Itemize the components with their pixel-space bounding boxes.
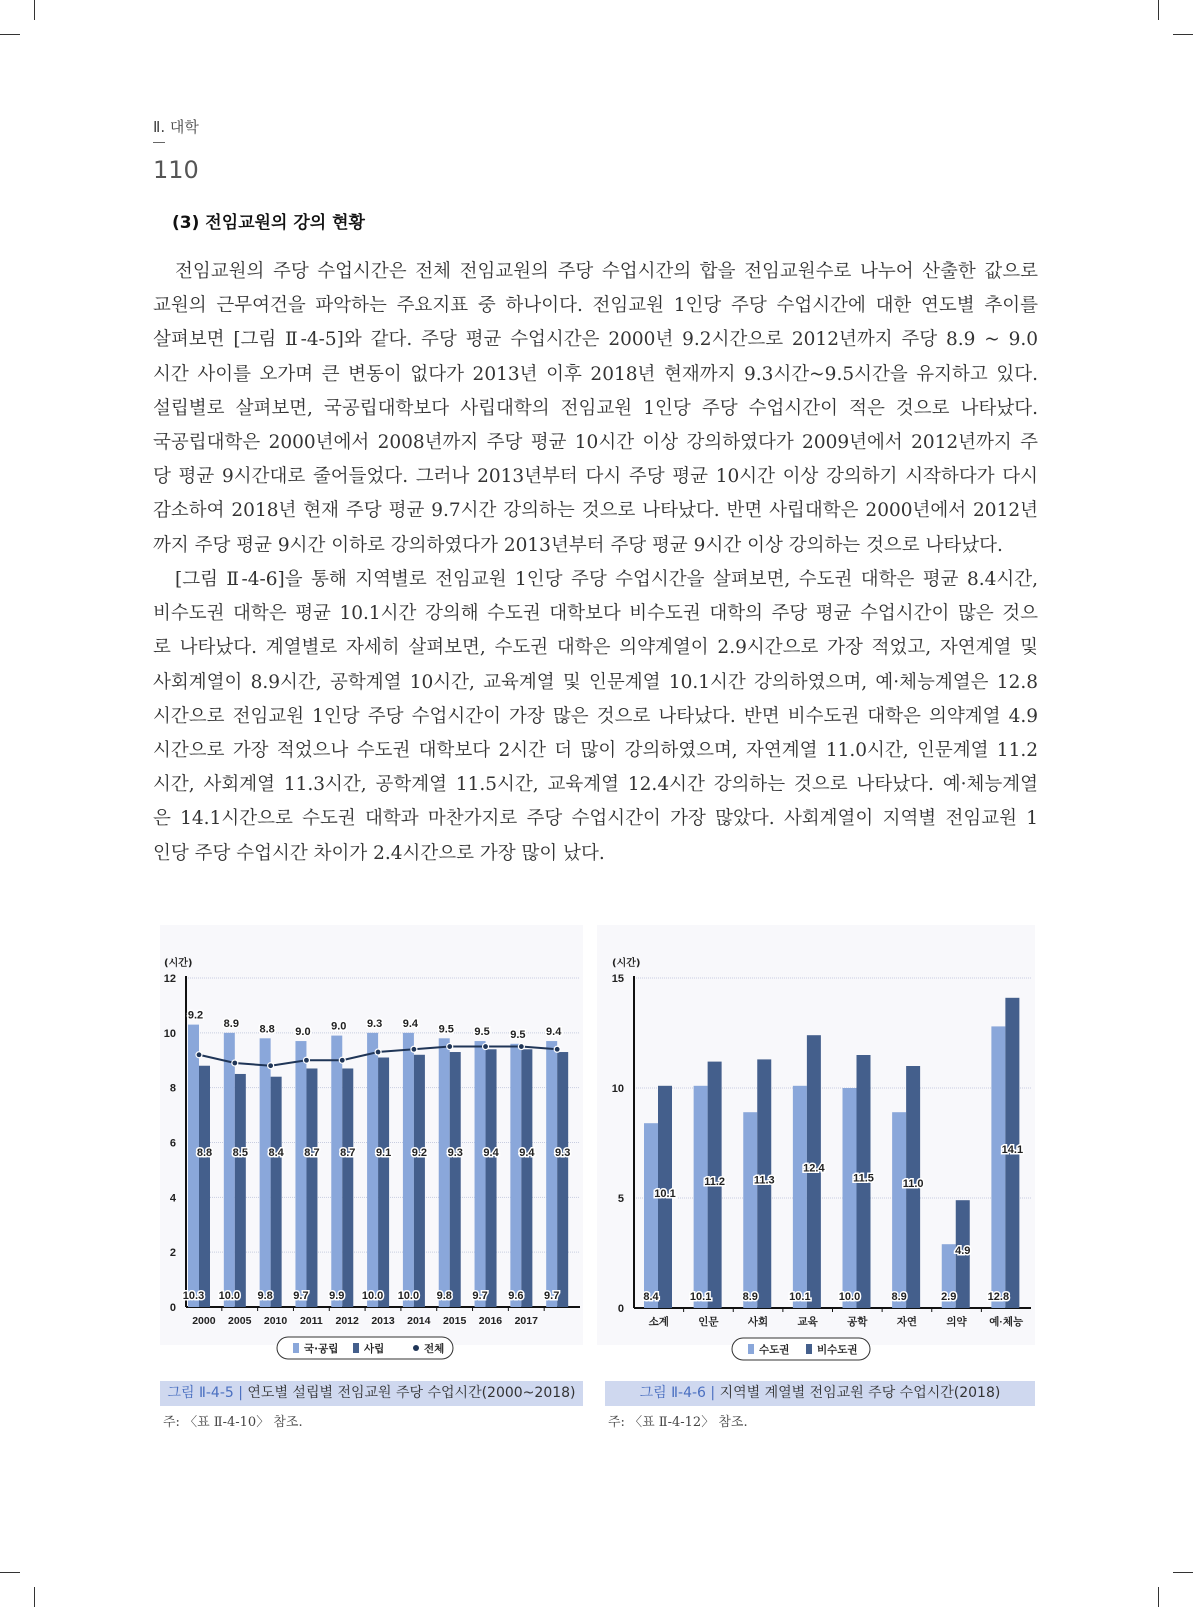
y-axis-unit: (시간) — [612, 958, 641, 969]
legend-label: 국·공립 — [304, 1343, 339, 1355]
bar-사립 — [340, 1068, 356, 1307]
crop-mark — [34, 0, 35, 20]
y-tick-label: 0 — [169, 1302, 176, 1314]
paragraph-line: 살펴보면 [그림 Ⅱ-4-5]와 같다. 주당 평균 수업시간은 2000년 9.2시간으로 2012년까지 주당 8.9 ~ 9.0 — [153, 329, 1038, 351]
bar-국·공립 — [224, 1033, 235, 1307]
data-label: 8.5 — [232, 1147, 248, 1160]
chart-svg — [160, 925, 583, 1355]
line-point — [268, 1063, 274, 1069]
crop-mark — [1158, 0, 1159, 20]
data-label: 10.0 — [218, 1290, 241, 1302]
x-tick-label: 의약 — [946, 1316, 967, 1328]
bar-사립 — [521, 1049, 532, 1307]
paragraph-line: 설립별로 살펴보면, 국공립대학보다 사립대학의 전임교원 1인당 주당 수업시간이 적은 것으로 나타났다. — [153, 397, 1038, 419]
data-label-total: 9.5 — [474, 1026, 490, 1039]
y-tick-label: 10 — [163, 1027, 176, 1040]
paragraph-line: 까지 주당 평균 9시간 이하로 강의하였다가 2013년부터 주당 평균 9시간 이상 강의하는 것으로 나타났다. — [153, 534, 1003, 556]
data-label: 9.9 — [329, 1290, 345, 1302]
paragraph-2 — [153, 563, 1038, 871]
legend-marker — [748, 1344, 754, 1354]
bar-국·공립 — [188, 1025, 199, 1307]
figure-caption-1 — [160, 1381, 583, 1406]
paragraph-line: 사회계열이 8.9시간, 공학계열 10시간, 교육계열 및 인문계열 10.1시간 강의하였으며, 예·체능계열은 12.8 — [153, 671, 1038, 693]
bar-사립 — [555, 1052, 571, 1307]
bar-사립 — [271, 1077, 282, 1307]
data-label: 9.1 — [375, 1147, 392, 1160]
legend-marker — [413, 1345, 419, 1351]
x-tick-label: 인문 — [698, 1316, 719, 1328]
data-label-total: 9.3 — [366, 1017, 383, 1030]
data-label: 12.4 — [803, 1162, 825, 1175]
data-label: 10.1 — [689, 1291, 712, 1303]
bar-수도권 — [743, 1112, 757, 1308]
chart-regional-by-field — [597, 925, 1035, 1356]
bar-사립 — [411, 1055, 428, 1307]
paragraph-line: 당 평균 9시간대로 줄어들었다. 그러나 2013년부터 다시 주당 평균 10시간 이상 강의하기 시작하다가 다시 — [153, 466, 1038, 488]
y-tick-label: 10 — [611, 1083, 624, 1095]
x-tick-label: 예·체능 — [989, 1316, 1024, 1328]
data-label-total: 9.5 — [510, 1028, 526, 1041]
bar-국·공립 — [293, 1041, 309, 1307]
data-label-total: 8.8 — [259, 1023, 275, 1036]
line-point — [554, 1046, 560, 1052]
paragraph-line: 시간으로 전임교원 1인당 주당 수업시간이 가장 많은 것으로 나타났다. 반면 비수도권 대학은 의약계열 4.9 — [153, 705, 1038, 727]
legend-label: 비수도권 — [817, 1344, 858, 1356]
paragraph-line: 국공립대학은 2000년에서 2008년까지 주당 평균 10시간 이상 강의하였다가 2009년에서 2012년까지 주 — [153, 431, 1038, 453]
paragraph-line: 인당 주당 수업시간 차이가 2.4시간으로 가장 많이 났다. — [153, 842, 605, 864]
bar-사립 — [304, 1068, 320, 1307]
line-point — [339, 1057, 345, 1063]
figure-note-2: 주: 〈표 Ⅱ-4-12〉 참조. — [608, 1415, 748, 1430]
line-point — [303, 1057, 309, 1063]
data-label-total: 8.9 — [223, 1017, 239, 1030]
paragraph-line: 감소하여 2018년 현재 주당 평균 9.7시간 강의하는 것으로 나타났다. 반면 사립대학은 2000년에서 2012년 — [153, 500, 1038, 522]
data-label: 9.7 — [472, 1290, 488, 1302]
data-label: 11.0 — [902, 1178, 924, 1190]
data-label: 10.3 — [182, 1290, 205, 1302]
x-tick-label: 공학 — [847, 1316, 868, 1328]
legend-label: 사립 — [364, 1343, 385, 1355]
x-tick-label: 자연 — [896, 1316, 918, 1328]
bar-사립 — [232, 1074, 248, 1307]
line-point — [375, 1049, 381, 1055]
bar-사립 — [375, 1058, 392, 1307]
data-label: 11.3 — [753, 1174, 775, 1187]
x-tick-label: 2010 — [263, 1315, 288, 1327]
bar-국·공립 — [544, 1041, 560, 1307]
data-label-total: 9.0 — [331, 1020, 347, 1033]
bar-수도권 — [793, 1086, 807, 1308]
x-tick-label: 사회 — [747, 1316, 769, 1328]
data-label: 8.4 — [643, 1291, 659, 1303]
figure-label: 그림 Ⅱ-4-6 | — [639, 1385, 716, 1401]
data-label: 11.2 — [704, 1175, 726, 1188]
bar-수도권 — [843, 1088, 857, 1308]
x-tick-label: 소계 — [648, 1316, 669, 1328]
crop-mark — [0, 1572, 20, 1573]
bar-수도권 — [991, 1026, 1005, 1308]
section-title: (3) 전임교원의 강의 현황 — [172, 213, 365, 233]
data-label: 11.5 — [853, 1172, 874, 1185]
line-point — [518, 1044, 524, 1050]
crop-mark — [1158, 1587, 1159, 1607]
data-label: 10.1 — [654, 1187, 676, 1200]
y-tick-label: 6 — [169, 1137, 176, 1150]
bar-국·공립 — [475, 1041, 486, 1307]
bar-국·공립 — [403, 1033, 414, 1307]
line-point — [483, 1044, 489, 1050]
data-label: 4.9 — [955, 1245, 971, 1258]
paragraph-line: 전임교원의 주당 수업시간은 전체 전임교원의 주당 수업시간의 합을 전임교원수로 나누어 산출한 값으로 — [175, 261, 1038, 282]
data-label-total: 9.0 — [295, 1026, 311, 1039]
data-label: 12.8 — [987, 1291, 1010, 1303]
bar-국·공립 — [508, 1044, 524, 1307]
figure-title: 지역별 계열별 전임교원 주당 수업시간(2018) — [719, 1385, 1001, 1401]
bar-국·공립 — [436, 1038, 452, 1307]
x-tick-label: 2015 — [442, 1315, 467, 1327]
crop-mark — [0, 34, 20, 35]
data-label: 9.8 — [257, 1290, 273, 1302]
data-label: 8.9 — [742, 1291, 758, 1303]
data-label: 9.3 — [447, 1147, 463, 1160]
header-divider — [153, 142, 165, 143]
y-tick-label: 15 — [611, 973, 624, 985]
paragraph-line: 로 나타났다. 계열별로 자세히 살펴보면, 수도권 대학은 의약계열이 2.9시간으로 가장 적었고, 자연계열 및 — [153, 637, 1038, 659]
data-label-total: 9.2 — [187, 1009, 204, 1022]
figure-caption-2 — [605, 1381, 1035, 1406]
y-tick-label: 12 — [163, 973, 176, 985]
data-label: 8.4 — [268, 1147, 284, 1160]
data-label: 9.8 — [436, 1290, 452, 1302]
paragraph-line: 시간으로 가장 적었으나 수도권 대학보다 2시간 더 많이 강의하였으며, 자연계열 11.0시간, 인문계열 11.2 — [153, 739, 1038, 761]
page-number: 110 — [153, 156, 199, 184]
running-header-section: Ⅱ. 대학 — [153, 118, 199, 136]
data-label: 14.1 — [1001, 1143, 1024, 1156]
y-tick-label: 0 — [617, 1303, 624, 1315]
legend-marker — [806, 1344, 812, 1354]
bar-국·공립 — [367, 1033, 378, 1307]
data-label: 8.9 — [891, 1291, 907, 1303]
legend-marker — [293, 1343, 299, 1353]
bar-사립 — [196, 1066, 213, 1307]
data-label-total: 9.5 — [438, 1023, 454, 1036]
figure-note-1: 주: 〈표 Ⅱ-4-10〉 참조. — [163, 1415, 303, 1430]
x-tick-label: 2016 — [478, 1315, 503, 1327]
data-label: 9.7 — [293, 1290, 309, 1302]
paragraph-line: 비수도권 대학은 평균 10.1시간 강의해 수도권 대학보다 비수도권 대학의 주당 평균 수업시간이 많은 것으 — [153, 603, 1038, 625]
data-label: 9.7 — [544, 1290, 560, 1302]
y-tick-label: 8 — [169, 1082, 176, 1095]
paragraph-line: [그림 Ⅱ-4-6]을 통해 지역별로 전임교원 1인당 주당 수업시간을 살펴보면, 수도권 대학은 평균 8.4시간, — [175, 569, 1038, 590]
x-tick-label: 2000 — [192, 1315, 216, 1327]
x-tick-label: 2005 — [228, 1315, 252, 1327]
paragraph-line: 은 14.1시간으로 수도권 대학과 마찬가지로 주당 수업시간이 가장 많았다. 사회계열이 지역별 전임교원 1 — [153, 808, 1038, 830]
x-tick-label: 2017 — [514, 1315, 538, 1327]
crop-mark — [34, 1587, 35, 1607]
paragraph-line: 교원의 근무여건을 파악하는 주요지표 중 하나이다. 전임교원 1인당 주당 수업시간에 대한 연도별 추이를 — [153, 295, 1038, 317]
paragraph-1 — [153, 255, 1038, 563]
data-label: 10.1 — [789, 1291, 811, 1303]
bar-사립 — [447, 1052, 463, 1307]
bar-국·공립 — [329, 1036, 345, 1307]
y-axis-unit: (시간) — [164, 958, 193, 969]
y-tick-label: 5 — [617, 1193, 624, 1205]
x-tick-label: 교육 — [797, 1316, 818, 1328]
legend-label: 수도권 — [759, 1344, 790, 1356]
data-label: 8.8 — [196, 1147, 213, 1160]
chart-yearly-by-type — [160, 925, 583, 1355]
x-tick-label: 2014 — [407, 1315, 431, 1327]
crop-mark — [1173, 1572, 1193, 1573]
legend-marker — [353, 1343, 359, 1353]
line-point — [232, 1060, 238, 1066]
data-label: 10.0 — [397, 1290, 420, 1302]
data-label: 9.2 — [411, 1147, 428, 1160]
data-label-total: 9.4 — [546, 1026, 562, 1039]
x-tick-label: 2013 — [371, 1315, 395, 1327]
line-point — [447, 1044, 453, 1050]
data-label: 9.3 — [555, 1147, 571, 1160]
bar-사립 — [486, 1049, 497, 1307]
data-label: 9.4 — [519, 1147, 535, 1160]
figure-title: 연도별 설립별 전임교원 주당 수업시간(2000~2018) — [247, 1385, 576, 1401]
paragraph-line: 시간, 사회계열 11.3시간, 공학계열 11.5시간, 교육계열 12.4시간 강의하는 것으로 나타났다. 예·체능계열 — [153, 774, 1038, 796]
data-label: 9.6 — [508, 1290, 524, 1302]
bar-수도권 — [892, 1112, 906, 1308]
figure-label: 그림 Ⅱ-4-5 | — [167, 1385, 243, 1401]
data-label-total: 9.4 — [402, 1017, 419, 1030]
x-tick-label: 2011 — [299, 1315, 323, 1327]
line-point — [196, 1052, 202, 1058]
legend-label: 전체 — [424, 1343, 445, 1355]
bar-국·공립 — [260, 1038, 271, 1307]
y-tick-label: 2 — [169, 1247, 176, 1260]
bar-수도권 — [644, 1123, 658, 1308]
line-point — [411, 1046, 417, 1052]
crop-mark — [1173, 34, 1193, 35]
data-label: 10.0 — [361, 1290, 384, 1302]
data-label: 2.9 — [941, 1291, 957, 1303]
data-label: 9.4 — [483, 1147, 499, 1160]
data-label: 8.7 — [304, 1147, 320, 1160]
chart-svg — [597, 925, 1035, 1356]
data-label: 8.7 — [340, 1147, 356, 1160]
bar-수도권 — [694, 1086, 708, 1308]
x-tick-label: 2012 — [335, 1315, 359, 1327]
paragraph-line: 시간 사이를 오가며 큰 변동이 없다가 2013년 이후 2018년 현재까지 9.3시간~9.5시간을 유지하고 있다. — [153, 363, 1038, 385]
y-tick-label: 4 — [169, 1192, 176, 1205]
data-label: 10.0 — [838, 1291, 861, 1303]
